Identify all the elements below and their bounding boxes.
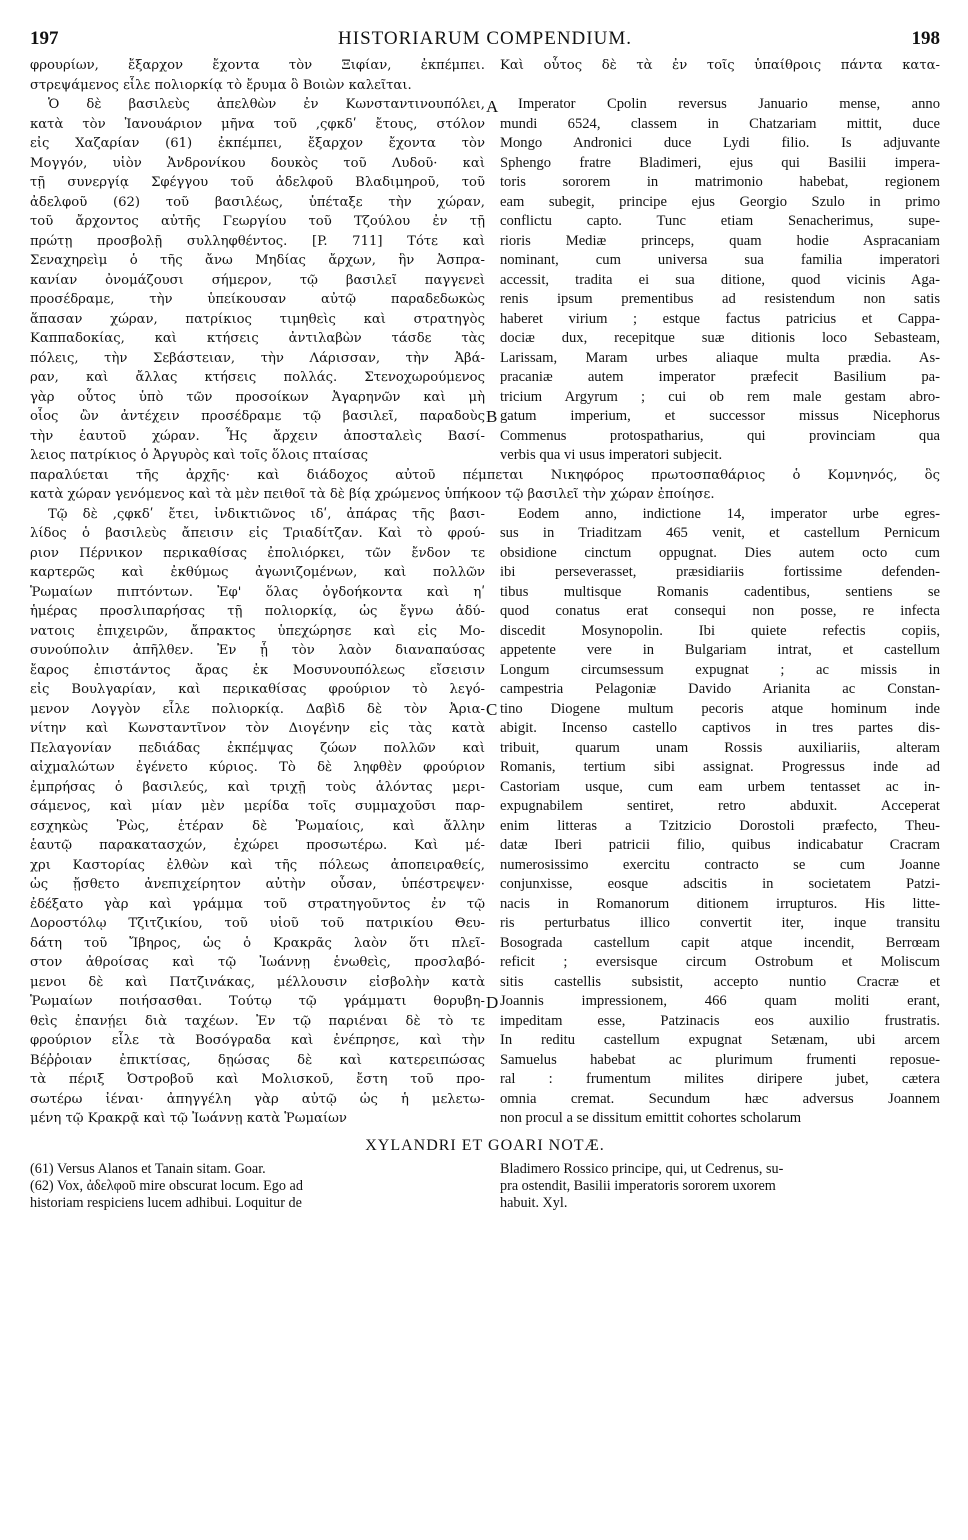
text-line: τὰ πέριξ Ὀστροβοῦ καὶ Μολισκοῦ, ἔστη τοῦ προ- (30, 1072, 485, 1087)
latin-column (500, 95, 940, 466)
text-line: eam subegit, principe ejus Georgio Szulo in primo (500, 193, 940, 210)
text-line: Romanis, tertium sibi assignat. Progressus inde ad (500, 759, 940, 775)
text-line: Ῥωμαίων πιπτόντων. Ἐφ' ὅλας ὀγδοήκοντα καὶ ηʹ (30, 584, 485, 600)
text-line: Longum circumsessum expugnat ; ac missis in (500, 661, 940, 678)
running-title: HISTORIARUM COMPENDIUM. (338, 28, 632, 49)
greek-line: στρεψάμενος εἷλε πολιορκίᾳ τὸ ἔρυμα ὃ Βοιὼν καλεῖται. (30, 77, 412, 93)
text-line: φρούριον εἷλε τὰ Βοσόγραδα καὶ ἐνέπρησε, καὶ τὴν (30, 1033, 485, 1048)
section-marker: C (486, 699, 498, 719)
text-line: χρι Καστορίας ἐλθὼν καὶ τῆς πόλεως ἀποπειραθείς, (30, 857, 485, 873)
text-line: gatum imperium, et successor missus Nicephorus (500, 408, 940, 424)
text-line: ραν, καὶ ἄλλας κτήσεις πολλάς. Στενοχωρούμενος (30, 370, 485, 385)
text-line: νίτην καὶ Κωνσταντῖνον τὸν Διογένην εἰς τὰς κατὰ (30, 721, 485, 736)
text-line: τῇ συνεργίᾳ Σφέγγου τοῦ ἀδελφοῦ Βλαδιμηροῦ, τοῦ (30, 175, 485, 190)
text-line: ἑαυτῷ παρακατασχών, ἐχώρει προσωτέρω. Καὶ μέ- (30, 838, 485, 853)
greek-line: Καὶ οὗτος δὲ τὰ ἐν τοῖς ὑπαίθροις πάντα κατα- (500, 58, 940, 73)
text-line: ris perturbatus illico convertit iter, inque transitu (500, 915, 940, 931)
note-line: (61) Versus Alanos et Tanain sitam. Goar. (30, 1160, 266, 1177)
text-line: verbis qua vi usus imperatori subjecit. (500, 447, 723, 463)
note-line: (62) Vox, ἀδελφοῦ mire obscurat locum. Ego ad (30, 1177, 303, 1194)
text-line: abigit. Incenso castello captivos in tres partes dis- (500, 720, 940, 736)
text-line: sus in Triaditzam 465 venit, et castellum Pernicum (500, 525, 940, 541)
text-line: Σεναχηρεὶμ ὁ τῆς ἄνω Μηδίας ἄρχων, ἣν Ἀσπρα- (30, 253, 485, 268)
text-line: ibi perseverasset, præsidiariis fortissime defenden- (500, 564, 940, 580)
text-line: In reditu castellum expugnat Setænam, ubi arcem (500, 1032, 940, 1048)
text-line: ἐμπρήσας ὁ βασιλεύς, καὶ τριχῇ τοὺς ἁλόντας μερι- (30, 779, 485, 795)
text-line: Τῷ δὲ ,ςφκδʹ ἔτει, ἰνδικτιῶνος ιδʹ, ἀπάρας τῆς βασι- (48, 506, 485, 522)
text-line: omnia cremat. Secundum hæc adversus Joannem (500, 1090, 940, 1107)
greek-line: φρουρίων, ἔξαρχον ἔχοντα τὸν Ξιφίαν, ἐκπέμπει. (30, 58, 485, 73)
text-line: ἔαρος ἐπιστάντος ἄρας ἐκ Μοσυνουπόλεως εἴσεισιν (30, 662, 485, 678)
text-line: τοῦ ἄρχοντος αὐτῆς Γεωργίου τοῦ Τζούλου ἐν τῇ (30, 214, 485, 229)
text-line: Samuelus habebat ac plurimum frumenti reposue- (500, 1051, 940, 1068)
text-line: quod conatus erat consequi non posse, re infecta (500, 603, 940, 619)
text-line: appetente vere in Bulgariam intrat, et castellum (500, 642, 940, 658)
text-line: discedit Mosynopolin. Ibi quiete refectis copiis, (500, 622, 940, 639)
text-line: Mongo Andronici duce Lydi filio. Is adjuvante (500, 135, 940, 151)
text-line: Commenus protospatharius, qui provinciam qua (500, 427, 940, 444)
text-line: λίδος ὁ βασιλεὺς ἄπεισιν εἰς Τριαδίτζαν. Καὶ τὸ φρού- (30, 526, 485, 541)
text-line: Castoriam usque, cum eam urbem tentasset ac in- (500, 778, 940, 795)
note-line: pra ostendit, Basilii imperatoris sororem uxorem (500, 1177, 776, 1194)
text-line: Sphengo fratre Bladimeri, ejus qui Basilii impera- (500, 154, 940, 171)
full-line: κατὰ χώραν γενόμενος καὶ τὰ μὲν πειθοῖ τὰ δὲ βίᾳ χρώμενος ὑπήκοον τῷ βασιλεῖ τὴν χώραν ἐποίησε. (30, 487, 715, 502)
page-number-right: 198 (911, 28, 940, 49)
text-line: ἐδέξατο γὰρ καὶ γράμμα τοῦ στρατηγοῦντος ἐν τῷ (30, 896, 485, 912)
greek-line (500, 76, 940, 96)
text-line: Ῥωμαίων ποιήσασθαι. Τούτῳ τῷ γράμματι θορυβη- (30, 994, 485, 1009)
text-line: λειος πατρίκιος ὁ Ἀργυρὸς καὶ τοῖς ὅλοις πταίσας (30, 448, 368, 463)
text-line: reficit ; eversisque circum Ostrobum et Moliscum (500, 954, 940, 970)
text-line: Καππαδοκίας, καὶ κτήσεις ἀντιλαβὼν τάσδε τὰς (30, 331, 485, 346)
note-line: Bladimero Rossico principe, qui, ut Cedrenus, su- (500, 1160, 784, 1177)
text-line: toris sororem in matrimonio habebat, regionem (500, 174, 940, 190)
text-line: νατοις ἐπιχειρῶν, ἄπρακτος ὑπεχώρησε καὶ εἰς Μο- (30, 623, 485, 639)
text-line: numerosissimo exercitu contracto se cum Joanne (500, 856, 940, 873)
greek-column (30, 505, 485, 1129)
text-line: Βέῤῥοιαν ἐπικτίσας, δῃώσας δὲ καὶ κατερειπώσας (30, 1052, 485, 1068)
text-line: obsidione cinctum oppugnat. Dies autem octo cum (500, 544, 940, 561)
text-line: non procul a se dissitum emittit cohortes scholarum (500, 1110, 802, 1126)
text-line: αἰχμαλώτων ἐγένετο κύριος. Τὸ δὲ ληφθὲν φρούριον (30, 760, 485, 775)
notes-title: XYLANDRI ET GOARI NOTÆ. (365, 1136, 605, 1154)
text-line: ριον Πέρνικον περικαθίσας ἐπολιόρκει, τῶν ἔνδον τε (30, 545, 485, 561)
text-line: προσέδραμε, τὴν ὑπείκουσαν αὐτῷ παραδεδωκὼς (30, 292, 485, 307)
section-marker: B (486, 407, 498, 426)
text-line: tino Diogene multum pecoris atque hominum inde (500, 700, 940, 717)
text-line: nominant, cum universa sua familia imperatori (500, 252, 940, 268)
text-line: εἰς Χαζαρίαν (61) ἐκπέμπει, ἔξαρχον ἔχοντα τὸν (30, 136, 485, 151)
notes (30, 1161, 940, 1212)
text-line: σωτέρω ἰέναι· ἀπηγγέλη γὰρ αὐτῷ ὡς ἡ μελετω- (30, 1091, 485, 1107)
text-line: sitis castellis subsistit, accepto nuntio Cracræ et (500, 973, 940, 990)
notes-right (500, 1161, 940, 1212)
text-line: enim litteras a Tzitzicio Dorostoli præfecto, Theu- (500, 817, 940, 834)
text-line: tribuit, quarum unam Rossis auxiliariis, alteram (500, 739, 940, 756)
text-line: conjunxisse, eosque adscitis in societatem Patzi- (500, 876, 940, 892)
section-two (30, 505, 940, 1129)
section-marker: D (486, 992, 499, 1012)
text-line: Ὁ δὲ βασιλεὺς ἀπελθὼν ἐν Κωνσταντινουπόλει, (48, 97, 485, 112)
text-line: mundi 6524, classem in Chatzariam mittit, duce (500, 115, 940, 132)
text-line: expugnabilem sentiret, retro abduxit. Acceperat (500, 798, 940, 814)
text-line: ἀδελφοῦ (62) τοῦ βασιλέως, ὑπέταξε τὴν χώραν, (30, 194, 485, 210)
section-one (30, 95, 940, 466)
text-line: τὴν ἑαυτοῦ χώραν. Ἧς ἄρχειν ἀποσταλεὶς Βασί- (30, 428, 485, 444)
text-line: πρώτῃ προσβολῇ συλληφθέντος. [P. 711] Τότε καὶ (30, 233, 485, 249)
notes-left (30, 1161, 485, 1212)
text-line: datæ Iberi patricii filio, quibus indicabatur Cracram (500, 837, 940, 853)
text-line: pracaniæ autem imperator præfecit Basilium pa- (500, 369, 940, 385)
text-line: Eodem anno, indictione 14, imperator urbe egres- (518, 505, 940, 522)
text-line: accessit, tradita ei sua ditione, quod vicinis Aga- (500, 271, 940, 288)
text-line: θεὶς ἐπανῄει διὰ ταχέων. Ἐν τῷ παριέναι δὲ τὸ τε (30, 1013, 485, 1029)
text-line: στον ἀθροίσας καὶ τῷ Ἰωάννῃ ἑνωθεὶς, προσλαβό- (30, 955, 485, 970)
section-marker: A (486, 97, 499, 116)
text-line: γὰρ οὗτος ὑπὸ τῶν προσοίκων Ἀγαρηνῶν καὶ μὴ (30, 389, 485, 405)
text-line: σάμενος, καὶ μίαν μὲν μερίδα τοῖς συμμαχοῦσι παρ- (30, 799, 485, 814)
text-line: μενον Λογγὸν εἷλε πολιορκίᾳ. Δαβὶδ δὲ τὸν Ἀρια- (30, 701, 485, 717)
text-line: μένη τῷ Κρακρᾷ καὶ τῷ Ἰωάννῃ κατὰ Ῥωμαίων (30, 1111, 347, 1126)
text-line: Bosograda castellum capit atque incendit, Berrœam (500, 934, 940, 951)
text-line: μενοι δὲ καὶ Πατζινάκας, μέλλουσιν εἰσβολὴν κατὰ (30, 974, 485, 990)
text-line: δάτη τοῦ Ἴβηρος, ὡς ὁ Κρακρᾶς λαὸν ὅτι πλεῖ- (30, 935, 485, 951)
text-line: haberet virium ; estque factus patricius et Cappa- (500, 310, 940, 327)
document-page (30, 22, 940, 1522)
top-lines (30, 56, 940, 95)
text-line: Larissam, Maram urbes aliaque multa prædia. As- (500, 349, 940, 366)
page-number-left: 197 (30, 28, 59, 49)
text-line: renis ipsum prementibus ad resistendum non satis (500, 291, 940, 307)
text-line: dociæ dux, recepitque suæ ditionis loco Sebasteam, (500, 330, 940, 346)
text-line: nacis in Romanorum ditionem irrupturos. His litte- (500, 895, 940, 912)
text-line: Δοροστόλῳ Τζιτζικίου, τοῦ υἱοῦ τοῦ πατρικίου Θευ- (30, 916, 485, 931)
text-line: Joannis impressionem, 466 quam moliti erant, (500, 993, 940, 1009)
text-line: συνούπολιν ἀπῆλθεν. Ἐν ᾗ τὸν λαὸν διαναπαύσας (30, 643, 485, 658)
text-line: εἰς Βουλγαρίαν, καὶ περικαθίσας φρούριον τὸ λεγό- (30, 682, 485, 697)
page-header (30, 22, 940, 56)
greek-column (30, 95, 485, 466)
text-line: ἅπασαν χώραν, πατρίκιος τιμηθεὶς καὶ στρατηγὸς (30, 311, 485, 327)
note-line: historiam respiciens lucem adhibui. Loquitur de (30, 1194, 302, 1211)
text-line: ὡς ᾔσθετο ἀνεπιχείρητον αὐτὴν οὖσαν, ὑπέστρεψεν· (30, 877, 485, 892)
text-line: Imperator Cpolin reversus Januario mense, anno (518, 96, 940, 112)
full-line: παραλύεται τῆς ἀρχῆς· καὶ διάδοχος αὐτοῦ πέμπεται Νικηφόρος πρωτοσπαθάριος ὁ Κομνηνός, ὃς (30, 467, 940, 483)
latin-column (500, 505, 940, 1129)
full-width-lines (30, 466, 940, 505)
text-line: καρτερῶς καὶ ἐκθύμως ἀγωνιζομένων, καὶ πολλῶν (30, 565, 485, 580)
text-line: Πελαγονίαν πεδιάδας ἐκπέμψας ζώων πολλῶν καὶ (30, 740, 485, 756)
text-line: campestria Pelagoniæ Davido Arianita ac Constan- (500, 681, 940, 697)
note-line: habuit. Xyl. (500, 1194, 568, 1211)
text-line: ral : frumentum milites diripere jubet, cætera (500, 1071, 940, 1087)
text-line: tricium Argyrum ; cui ob rem male gestam abro- (500, 388, 940, 405)
text-line: εσχηκὼς Ῥὼς, ἑτέραν δὲ Ῥωμαίοις, καὶ ἄλλην (30, 818, 485, 834)
text-line: πόλεις, τὴν Σεβάστειαν, τὴν Λάρισσαν, τὴν Ἀβά- (30, 350, 485, 366)
text-line: conflictu capto. Tunc etiam Senacherimus, supe- (500, 213, 940, 229)
text-line: impeditam esse, Patzinacis eos auxilio frustratis. (500, 1012, 940, 1029)
text-line: tibus multisque Romanis cadentibus, sentiens se (500, 583, 940, 600)
text-line: κατὰ τὸν Ἰανουάριον μῆνα τοῦ ,ςφκδʹ ἔτους, στόλον (30, 116, 485, 132)
text-line: ἡμέρας προσλιπαρήσας τῇ πολιορκίᾳ, ὡς ἔγνω ἀδύ- (30, 604, 485, 619)
text-line: κανίαν ὀνομάζουσι σήμερον, τῷ βασιλεῖ παγγενεὶ (30, 272, 485, 288)
text-line: rioris Mediæ princeps, quam hodie Aspracaniam (500, 232, 940, 249)
text-line: οἷος ὢν ἀντέχειν προσέδραμε τῷ βασιλεῖ, παραδοὺς (30, 409, 485, 424)
text-line: Μογγόν, υἱὸν Ἀνδρονίκου δουκὸς τοῦ Λυδοῦ· καὶ (30, 155, 485, 171)
